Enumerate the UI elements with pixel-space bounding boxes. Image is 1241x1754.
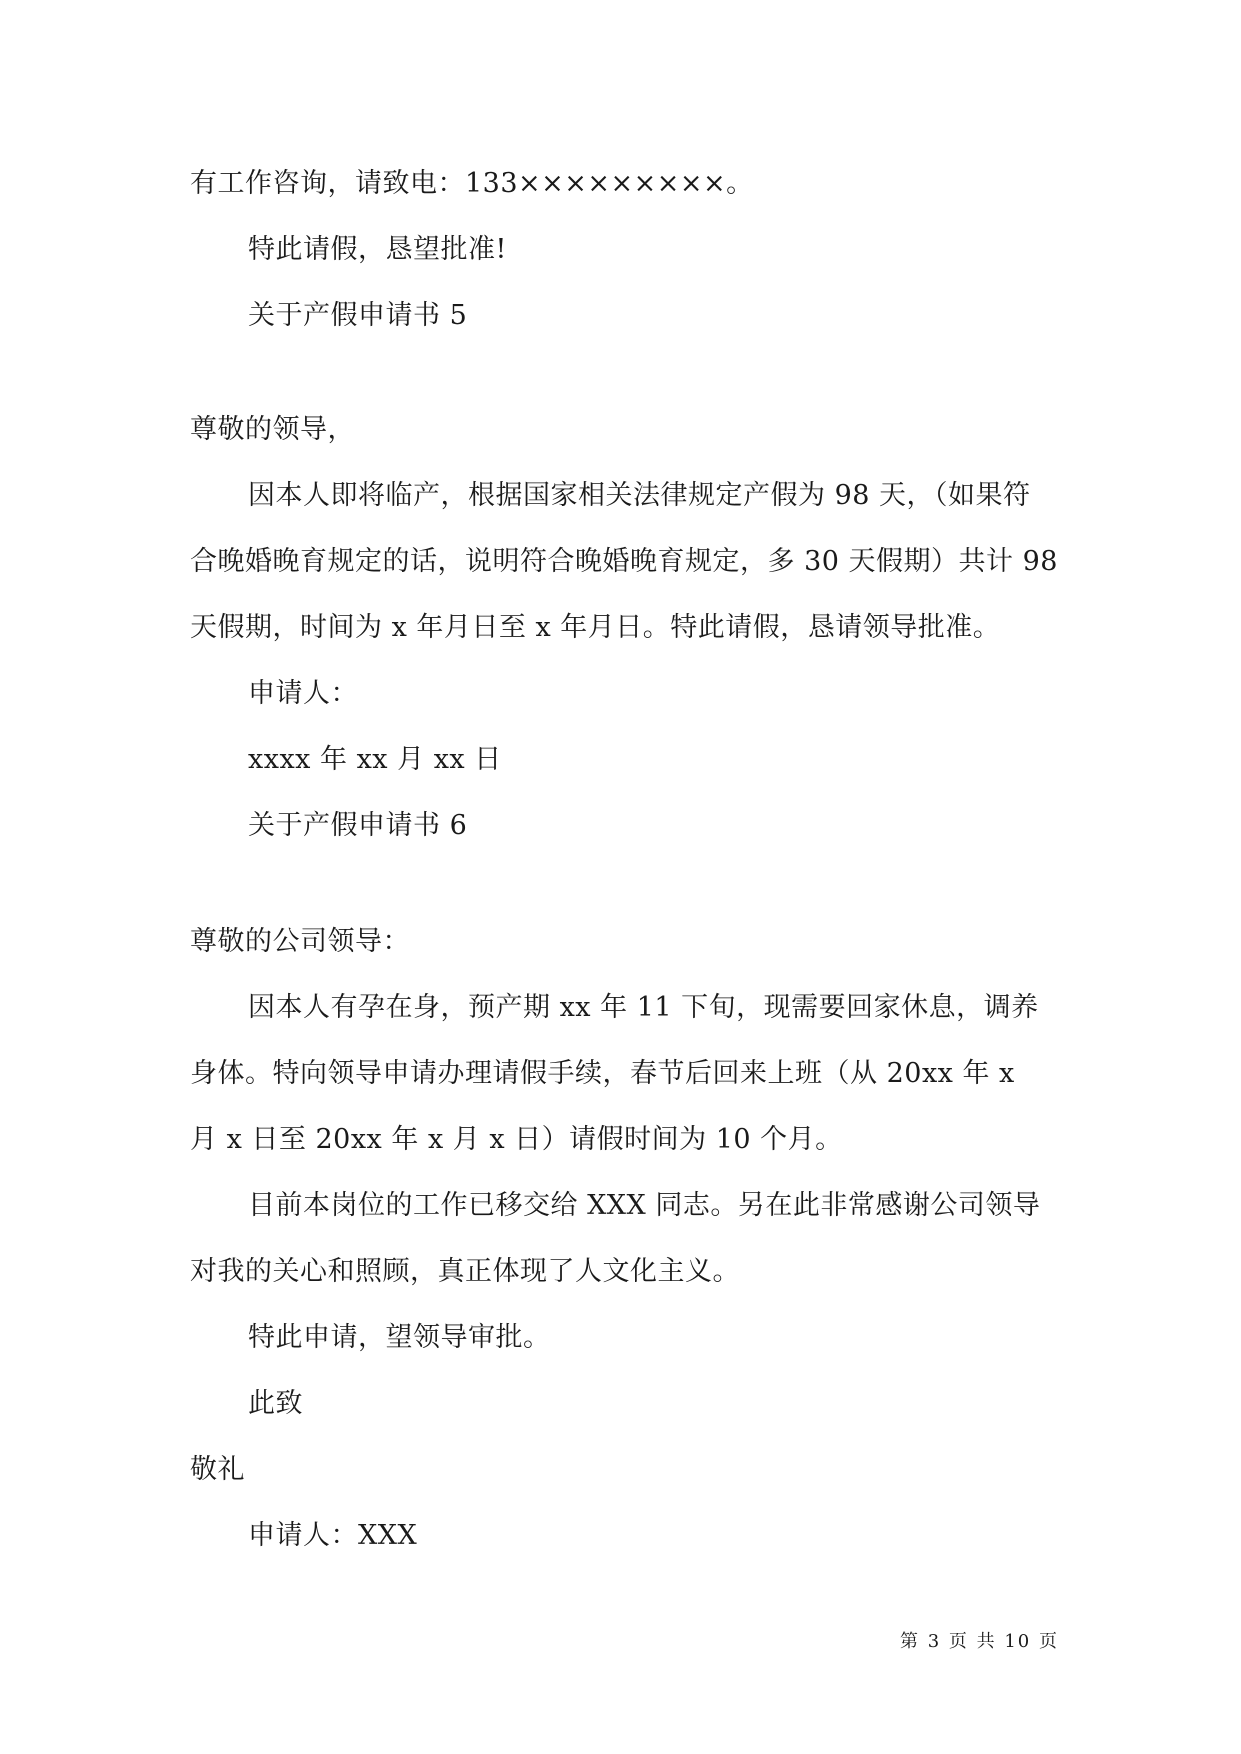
closing-request-line-6: 特此申请，望领导审批。 bbox=[248, 1322, 551, 1353]
section-heading-6: 关于产假申请书 6 bbox=[248, 810, 468, 841]
body-paragraph-line: 月 x 日至 20xx 年 x 月 x 日）请假时间为 10 个月。 bbox=[190, 1124, 843, 1155]
contact-line: 有工作咨询，请致电：133×××××××××。 bbox=[190, 168, 754, 199]
closing-request-line: 特此请假，恳望批准! bbox=[248, 234, 507, 265]
salutation-5: 尊敬的领导， bbox=[190, 414, 355, 445]
body-paragraph-line: 目前本岗位的工作已移交给 XXX 同志。另在此非常感谢公司领导 bbox=[248, 1190, 1041, 1221]
body-paragraph-line: 因本人即将临产，根据国家相关法律规定产假为 98 天，（如果符 bbox=[248, 480, 1031, 511]
section-heading-5: 关于产假申请书 5 bbox=[248, 300, 468, 331]
body-paragraph-line: 对我的关心和照顾，真正体现了人文化主义。 bbox=[190, 1256, 740, 1287]
regards-line: 敬礼 bbox=[190, 1454, 245, 1485]
applicant-label-5: 申请人： bbox=[248, 678, 358, 709]
applicant-line-6: 申请人：XXX bbox=[248, 1520, 418, 1551]
body-paragraph-line: 身体。特向领导申请办理请假手续，春节后回来上班（从 20xx 年 x bbox=[190, 1058, 1015, 1089]
body-paragraph-line: 合晚婚晚育规定的话，说明符合晚婚晚育规定，多 30 天假期）共计 98 bbox=[190, 546, 1058, 577]
body-paragraph-line: 因本人有孕在身，预产期 xx 年 11 下旬，现需要回家休息，调养 bbox=[248, 992, 1039, 1023]
page-footer: 第 3 页 共 10 页 bbox=[900, 1631, 1059, 1652]
sign-off-line: 此致 bbox=[248, 1388, 303, 1419]
date-line-5: xxxx 年 xx 月 xx 日 bbox=[248, 744, 502, 775]
body-paragraph-line: 天假期，时间为 x 年月日至 x 年月日。特此请假，恳请领导批准。 bbox=[190, 612, 1001, 643]
salutation-6: 尊敬的公司领导： bbox=[190, 926, 410, 957]
